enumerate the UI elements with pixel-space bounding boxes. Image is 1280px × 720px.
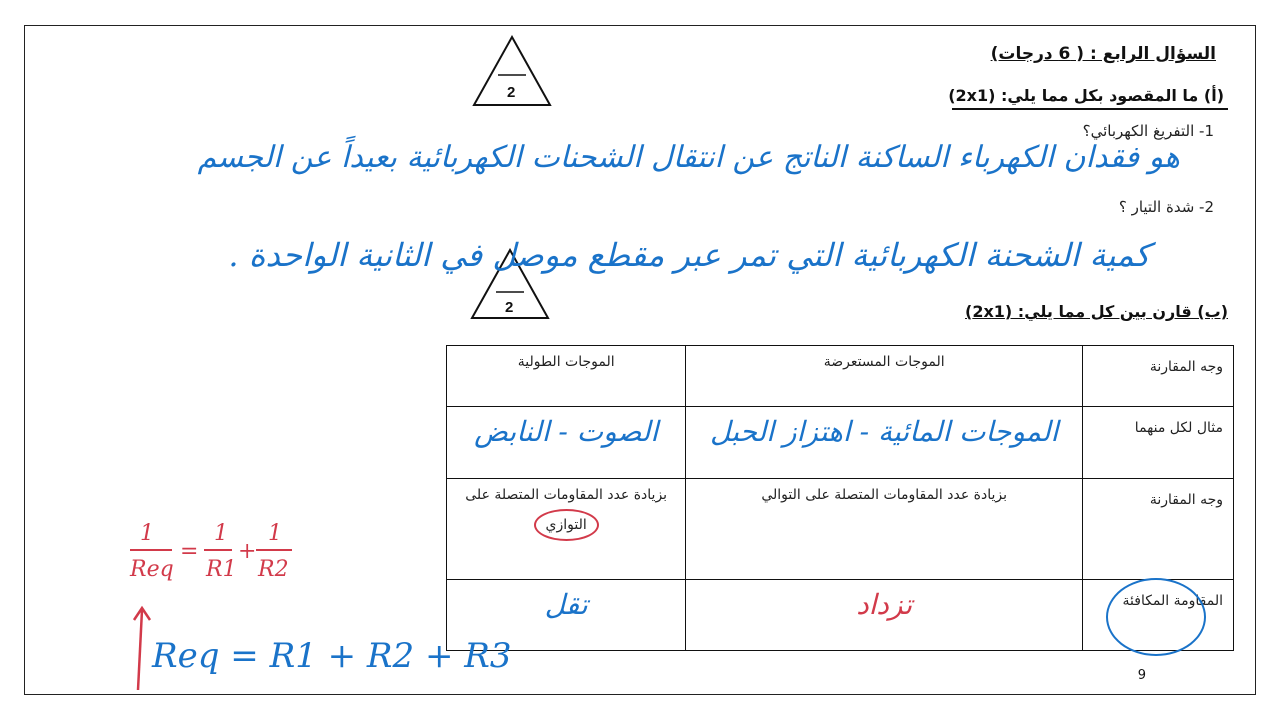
table-cell: المقاومة المكافئة (1083, 579, 1234, 650)
table-cell (447, 407, 686, 478)
item-2-label: 2- شدة التيار ؟ (1118, 198, 1214, 216)
handwritten-cell: الصوت - النابض (474, 415, 659, 449)
formula-numerator: 1 (214, 521, 228, 546)
handwritten-cell: الموجات المائية - اهتزاز الحبل (710, 415, 1059, 449)
table-cell-text: بزيادة عدد المقاومات المتصلة على (465, 486, 668, 503)
parallel-resistance-formula (128, 510, 308, 590)
page-number: 9 (1137, 668, 1146, 683)
score-mark-1: 2 (507, 84, 516, 101)
part-b-heading: (ب) قارن بين كل مما يلي: (2x1) (965, 302, 1228, 321)
table-cell (686, 407, 1083, 478)
circled-word: التوازي (534, 509, 599, 541)
table-cell: مثال لكل منهما (1083, 407, 1234, 478)
table-cell (686, 579, 1083, 650)
table-row (447, 346, 1234, 407)
circle-annotation (1106, 578, 1206, 656)
table-cell: بزيادة عدد المقاومات المتصلة على التوالي (686, 478, 1083, 579)
table-cell: وجه المقارنة (1083, 346, 1234, 407)
formula-numerator: 1 (140, 521, 154, 546)
score-mark-2: 2 (505, 299, 514, 316)
handwritten-answer-1: هو فقدان الكهرباء الساكنة الناتج عن انتقال الشحنات الكهربائية بعيداً عن الجسم (197, 140, 1180, 175)
table-row (447, 407, 1234, 478)
formula-denominator: R1 (206, 557, 237, 582)
handwritten-answer-2: كمية الشحنة الكهربائية التي تمر عبر مقطع موصل في الثانية الواحدة . (228, 236, 1150, 274)
table-row (447, 478, 1234, 579)
formula-numerator: 1 (268, 521, 282, 546)
question-title: السؤال الرابع : ( 6 درجات) (990, 44, 1216, 64)
score-triangle-1 (472, 35, 552, 107)
table-cell (447, 478, 686, 579)
svg-text:+: + (238, 539, 257, 564)
item-1-label: 1- التفريغ الكهربائي؟ (1082, 122, 1214, 140)
series-resistance-formula: Req = R1 + R2 + R3 (152, 636, 512, 676)
table-cell: الموجات الطولية (447, 346, 686, 407)
formula-denominator: Req (130, 557, 174, 582)
part-a-underline (952, 108, 1228, 110)
table-cell: الموجات المستعرضة (686, 346, 1083, 407)
handwritten-cell: تزداد (856, 587, 913, 621)
svg-text:=: = (180, 539, 199, 564)
table-cell: وجه المقارنة (1083, 478, 1234, 579)
part-a-heading: (أ) ما المقصود بكل مما يلي: (2x1) (948, 86, 1224, 105)
handwritten-cell: تقل (544, 587, 588, 621)
formula-denominator: R2 (258, 557, 289, 582)
